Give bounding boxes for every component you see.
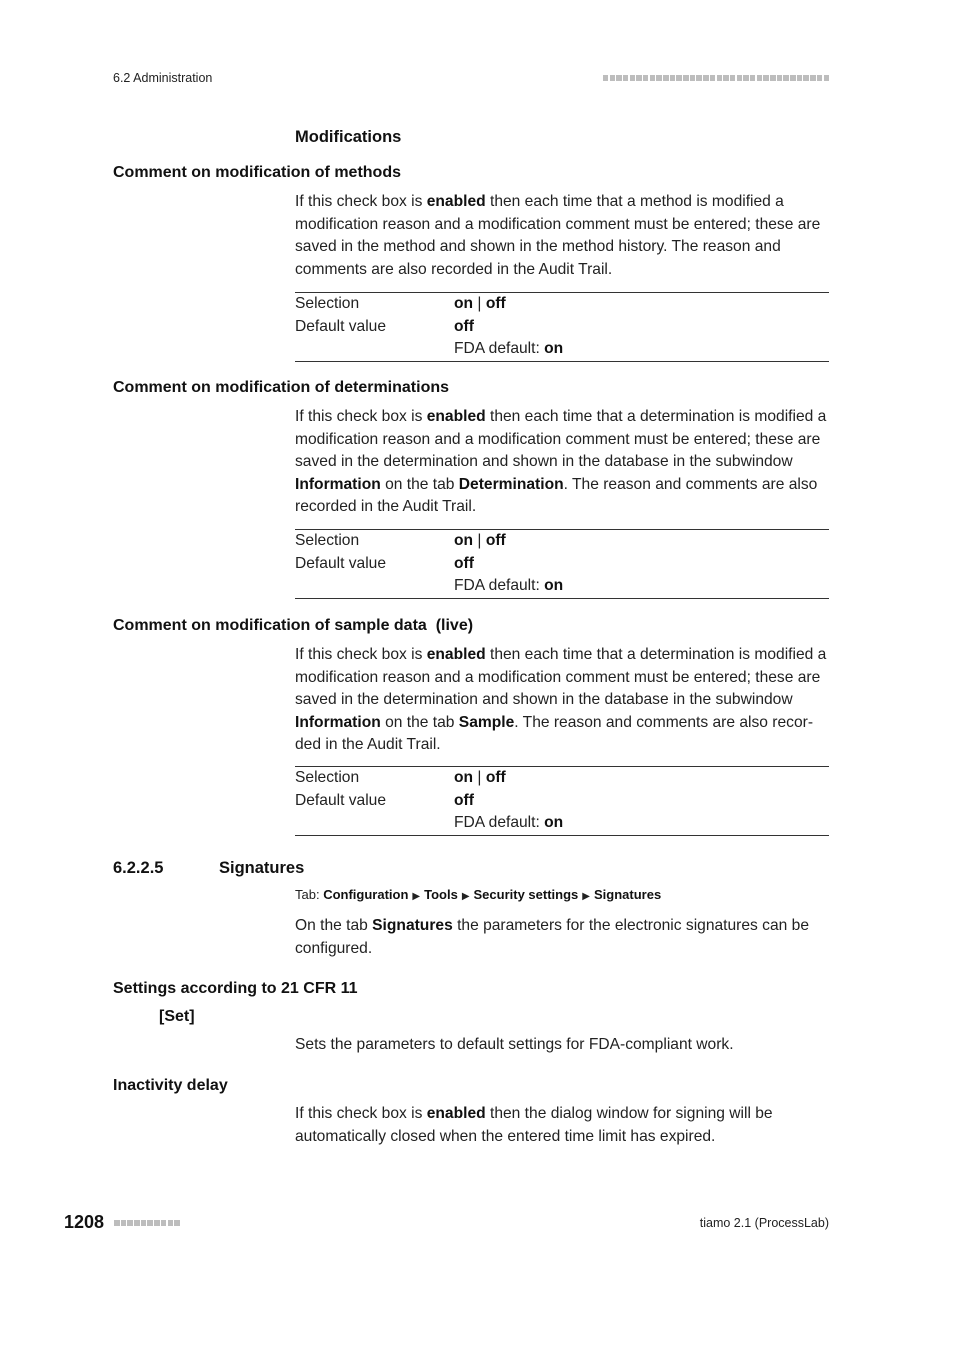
- footer-product: tiamo 2.1 (ProcessLab): [699, 1216, 829, 1230]
- selection-label: Selection: [295, 769, 360, 786]
- default-label: Default value: [295, 791, 387, 809]
- methods-parameter-table: Selection on | off Default value off FDA default: on: [295, 292, 829, 362]
- determinations-description: If this check box is enabled then each time that a determination is modified a modification reason and a modification comment must be entered; these are saved in the determination and shown in the database in the subwindow Information on the tab Determination. The reason and comments are also recorded in the Audit Trail.: [295, 408, 827, 515]
- set-button-label: [Set]: [159, 1008, 195, 1025]
- inactivity-description: If this check box is enabled then the dialog window for signing will be automatically closed when the entered time limit has expired.: [295, 1105, 773, 1145]
- inactivity-heading: Inactivity delay: [113, 1077, 228, 1094]
- signatures-intro: On the tab Signatures the parameters for the electronic signatures can be configured.: [295, 917, 810, 957]
- default-label: Default value: [295, 554, 387, 572]
- sample-description: If this check box is enabled then each time that a determination is modified a modification reason and a modification comment must be entered; these are saved in the determination and shown in the database in the subwindow Information on the tab Sample. The reason and comments are also recor-ded in the Audit Trail.: [295, 646, 827, 753]
- modifications-heading: Modifications: [295, 128, 402, 146]
- sample-heading: Comment on modification of sample data (live): [113, 617, 474, 634]
- sample-parameter-table: Selection on | off Default value off FDA default: on: [295, 766, 829, 836]
- selection-label: Selection: [295, 532, 360, 549]
- footer-decorative-dots: [114, 1220, 180, 1226]
- tab-path: Tab: Configuration ▶ Tools ▶ Security settings ▶ Signatures: [295, 887, 662, 902]
- cfr-heading: Settings according to 21 CFR 11: [113, 980, 358, 997]
- running-header-section: 6.2 Administration: [113, 71, 213, 85]
- header-decorative-dots: [603, 75, 829, 81]
- determinations-heading: Comment on modification of determinations: [113, 379, 450, 396]
- path-arrow-icon: ▶: [412, 891, 421, 902]
- selection-label: Selection: [295, 295, 360, 312]
- section-title: Signatures: [219, 859, 305, 877]
- determinations-parameter-table: Selection on | off Default value off FDA default: on: [295, 529, 829, 599]
- default-label: Default value: [295, 317, 387, 335]
- path-arrow-icon: ▶: [582, 891, 590, 902]
- cfr-description: Sets the parameters to default settings for FDA-compliant work.: [295, 1036, 734, 1053]
- path-arrow-icon: ▶: [461, 891, 470, 902]
- section-number: 6.2.2.5: [113, 859, 164, 877]
- page-number: 1208: [64, 1212, 105, 1232]
- methods-description: If this check box is enabled then each time that a method is modified a modification reason and a modification comment must be entered; these are saved in the method and shown in the method history. The reason and comments are also recorded in the Audit Trail.: [295, 193, 821, 278]
- methods-heading: Comment on modification of methods: [113, 164, 401, 181]
